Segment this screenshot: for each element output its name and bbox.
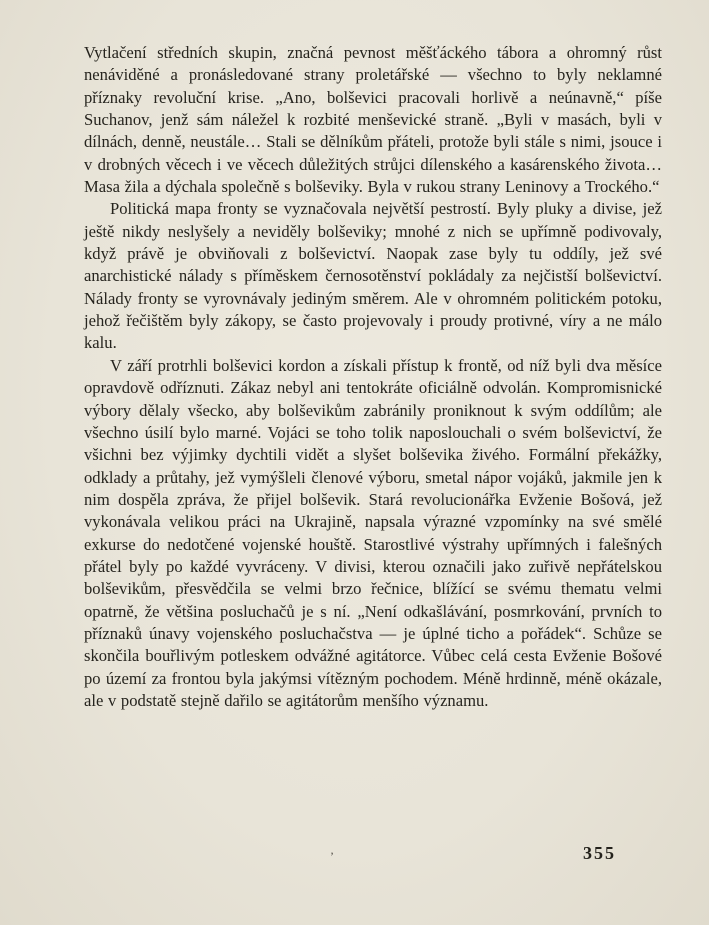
paragraph-2: Politická mapa fronty se vyznačovala největší pestrostí. Byly pluky a divise, jež ještě nikdy neslyšely a neviděly bolševiky; mnohé z nich se upřímně podivovaly, když právě je obviňovali z bolševictví. Naopak zase byly tu oddíly, jež své anarchistické nálady s příměskem černosotěnství pokládaly za nejčistší bolševictví. Nálady fronty se vyrovnávaly jediným směrem. Ale v ohromném politickém potoku, jehož řečištěm byly zákopy, se často projevovaly i proudy protivné, víry a ne málo kalu. [84,199,662,353]
page-number: 355 [583,843,616,863]
page-text [84,42,662,712]
paragraph-3: V září protrhli bolševici kordon a získali přístup k frontě, od níž byli dva měsíce opravdově odříznuti. Zákaz nebyl ani tentokráte oficiálně odvolán. Kompromisnické výbory dělaly všecko, aby bolševikům zabránily proniknout k svým oddílům; ale všechno úsilí bylo marné. Vojáci se toho tolik naposlouchali o svém bolševictví, že všichni bez výjimky dychtili vidět a slyšet bolševika živého. Formální překážky, odklady a průtahy, jež vymýšleli členové výboru, smetal nápor vojáků, jakmile jen k nim dospěla zpráva, že přijel bolševik. Stará revolucionářka Evženie Bošová, jež vykonávala velikou práci na Ukrajině, napsala výrazné vzpomínky na své smělé exkurse do nedotčené vojenské houště. Starostlivé výstrahy upřímných i falešných přátel byly po každé vyvráceny. V divisi, kterou označili jako zuřivě nepřátelskou bolševikům, přesvědčila se velmi brzo řečnice, blížící se svému thematu velmi opatrně, že většina posluchačů je s ní. „Není odkašlávání, posmrkování, prvních to příznaků únavy vojenského posluchačstva — je úplné ticho a pořádek“. Schůze se skončila bouřlivým potleskem odvážné agitátorce. Vůbec celá cesta Evženie Bošové po území za frontou byla jakýmsi vítězným pochodem. Méně hrdinně, méně okázale, ale v podstatě stejně dařilo se agitátorům menšího významu. [84,355,662,710]
paragraph-1: Vytlačení středních skupin, značná pevnost měšťáckého tábora a ohromný růst nenáviděné a pronásledované strany proletářské — všechno to byly neklamné příznaky revoluční krise. „Ano, bolševici pracovali horlivě a neúnavně,“ píše Suchanov, jenž sám náležel k rozbité menševické straně. „Byli v masách, byli v dílnách, denně, neustále… Stali se dělníkům přáteli, protože byli stále s nimi, jsouce i v drobných věcech i ve věcech důležitých strůjci dílenského a kasárenského života… Masa žila a dýchala společně s bolševiky. Byla v rukou strany Leninovy a Trockého.“ [84,43,662,197]
print-speck: ’ [330,849,334,863]
